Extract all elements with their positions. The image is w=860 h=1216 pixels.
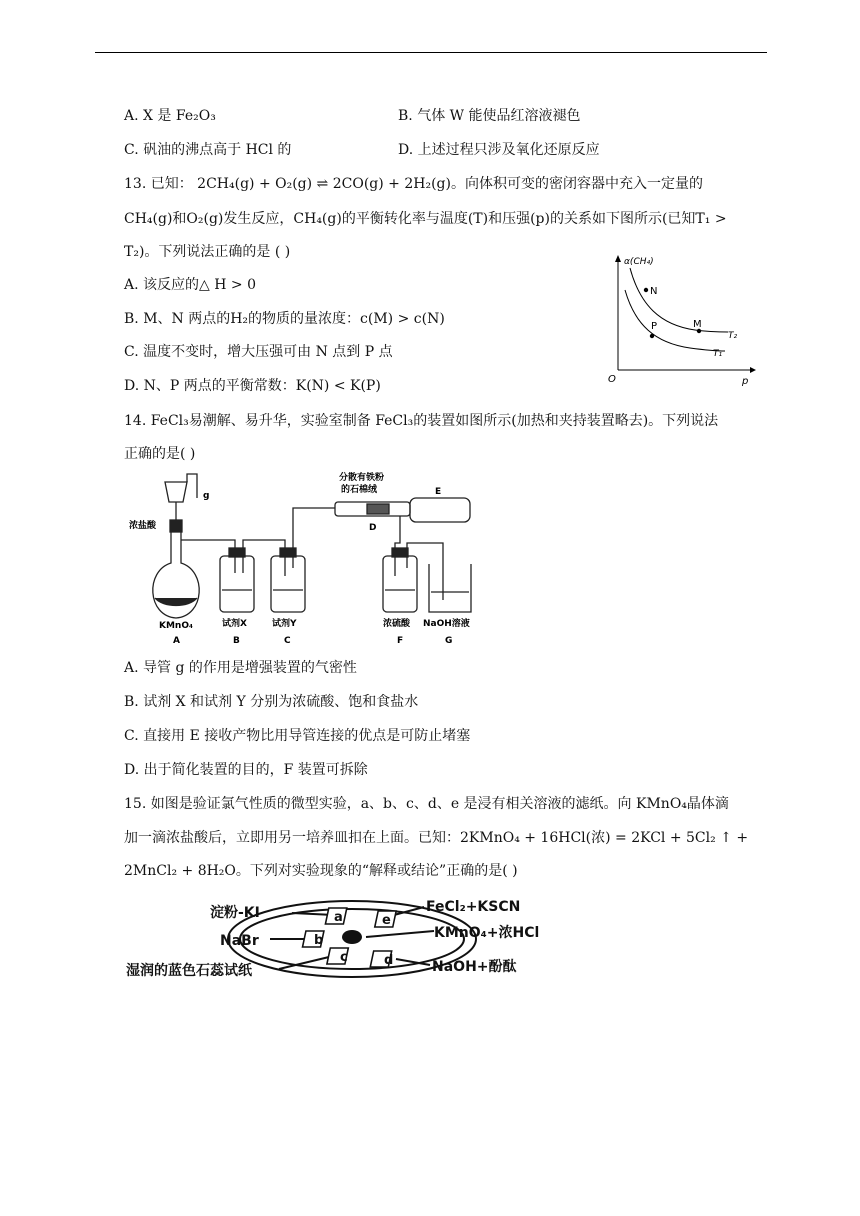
q13-option-a[interactable]: A. 该反应的△ H > 0 — [124, 277, 256, 293]
paper-d-label: d — [384, 953, 394, 968]
bottle-f — [383, 556, 417, 612]
tube-g — [187, 474, 197, 498]
q14-option-a[interactable]: A. 导管 g 的作用是增强装置的气密性 — [124, 660, 357, 676]
kmno4-crystal — [342, 930, 362, 944]
label-reagent-x: 试剂X — [222, 619, 247, 629]
q13-stem-line1: 13. 已知： 2CH₄(g) + O₂(g) ⇌ 2CO(g) + 2H₂(g)。向体积可变的密闭容器中充入一定量的 — [124, 176, 703, 192]
point-p — [650, 334, 654, 338]
label-e: E — [435, 487, 442, 497]
q12-option-a[interactable]: A. X 是 Fe₂O₃ — [124, 108, 216, 124]
paper-a-label: a — [334, 910, 343, 925]
x-axis-label: p — [742, 376, 749, 387]
q13-stem-line2: CH₄(g)和O₂(g)发生反应，CH₄(g)的平衡转化率与温度(T)和压强(p)的关系如下图所示(已知T₁ > — [124, 211, 727, 227]
label-g: g — [203, 491, 210, 501]
beaker-g — [429, 564, 471, 612]
q13-option-c[interactable]: C. 温度不变时，增大压强可由 N 点到 P 点 — [124, 344, 393, 360]
bottle-f-stopper — [392, 548, 408, 557]
label-nabr: NaBr — [220, 933, 259, 949]
label-conc-h2so4: 浓硫酸 — [383, 619, 411, 629]
curve-t2-label: T₂ — [728, 331, 738, 341]
flask-stopper — [170, 520, 182, 532]
curve-t2 — [630, 268, 728, 332]
bottle-b — [220, 556, 254, 612]
y-axis-label: α(CH₄) — [624, 257, 654, 267]
label-naoh: NaOH溶液 — [423, 619, 470, 629]
q15-stem-line2: 加一滴浓盐酸后，立即用另一培养皿扣在上面。已知：2KMnO₄ + 16HCl(浓) = 2KCl + 5Cl₂ ↑ + — [124, 830, 749, 846]
point-n-label: N — [650, 286, 658, 297]
label-f: F — [397, 636, 404, 646]
leader-center — [366, 931, 434, 937]
label-reagent-y: 试剂Y — [272, 619, 297, 629]
q14-stem-line2: 正确的是( ) — [124, 446, 196, 462]
paper-c-label: c — [340, 950, 348, 965]
point-m-label: M — [693, 319, 702, 330]
collector-e — [410, 498, 470, 522]
tube-b-c — [243, 540, 285, 576]
y-axis-arrow — [615, 255, 621, 262]
label-g-beaker: G — [445, 636, 453, 646]
tube-d-f — [395, 516, 400, 576]
q14-apparatus-figure — [125, 468, 495, 648]
point-n — [644, 288, 648, 292]
q12-option-c[interactable]: C. 矾油的沸点高于 HCl 的 — [124, 142, 292, 158]
q15-stem-line3: 2MnCl₂ + 8H₂O。下列对实验现象的“解释或结论”正确的是( ) — [124, 863, 518, 879]
q15-petri-dish-figure — [124, 893, 554, 985]
label-fecl2-kscn: FeCl₂+KSCN — [426, 899, 521, 915]
bottle-c — [271, 556, 305, 612]
label-naoh-phenolphthalein: NaOH+酚酞 — [432, 959, 517, 975]
point-p-label: P — [651, 321, 658, 332]
x-axis-arrow — [750, 367, 756, 373]
label-starch-ki: 淀粉-KI — [210, 905, 260, 921]
q14-option-c[interactable]: C. 直接用 E 接收产物比用导管连接的优点是可防止堵塞 — [124, 728, 471, 744]
q14-option-b[interactable]: B. 试剂 X 和试剂 Y 分别为浓硫酸、饱和食盐水 — [124, 694, 419, 710]
origin-label: O — [608, 374, 616, 385]
dropping-funnel — [165, 482, 187, 502]
curve-t1-label: T₁ — [713, 349, 723, 359]
label-kmno4-hcl: KMnO₄+浓HCl — [434, 925, 540, 941]
q12-option-b[interactable]: B. 气体 W 能使品红溶液褪色 — [398, 108, 581, 124]
label-kmno4: KMnO₄ — [159, 621, 193, 631]
q13-option-d[interactable]: D. N、P 两点的平衡常数：K(N) < K(P) — [124, 378, 381, 394]
iron-asbestos — [367, 504, 389, 514]
q14-stem-line1: 14. FeCl₃易潮解、易升华，实验室制备 FeCl₃的装置如图所示(加热和夹持装置略去)。下列说法 — [124, 413, 719, 429]
q13-stem-line3: T₂)。下列说法正确的是 ( ) — [124, 244, 291, 260]
tube-c-d — [293, 508, 335, 568]
label-b: B — [233, 636, 240, 646]
label-conc-hcl: 浓盐酸 — [129, 521, 157, 531]
q15-stem-line1: 15. 如图是验证氯气性质的微型实验，a、b、c、d、e 是浸有相关溶液的滤纸。向 KMnO₄晶体滴 — [124, 796, 729, 812]
kmno4-solid — [155, 598, 197, 606]
header-rule — [95, 52, 767, 53]
label-a: A — [173, 636, 180, 646]
q13-option-b[interactable]: B. M、N 两点的H₂的物质的量浓度：c(M) > c(N) — [124, 311, 445, 327]
label-d: D — [369, 523, 377, 533]
label-iron-2: 的石棉绒 — [341, 485, 378, 495]
label-c: C — [284, 636, 291, 646]
q14-option-d[interactable]: D. 出于简化装置的目的，F 装置可拆除 — [124, 762, 368, 778]
paper-b-label: b — [314, 933, 324, 948]
label-litmus: 湿润的蓝色石蕊试纸 — [126, 963, 252, 979]
paper-e-label: e — [382, 913, 391, 928]
label-iron-1: 分散有铁粉 — [339, 473, 385, 483]
q12-option-d[interactable]: D. 上述过程只涉及氧化还原反应 — [398, 142, 600, 158]
curve-t1 — [625, 290, 725, 351]
q13-equilibrium-figure — [600, 250, 760, 390]
